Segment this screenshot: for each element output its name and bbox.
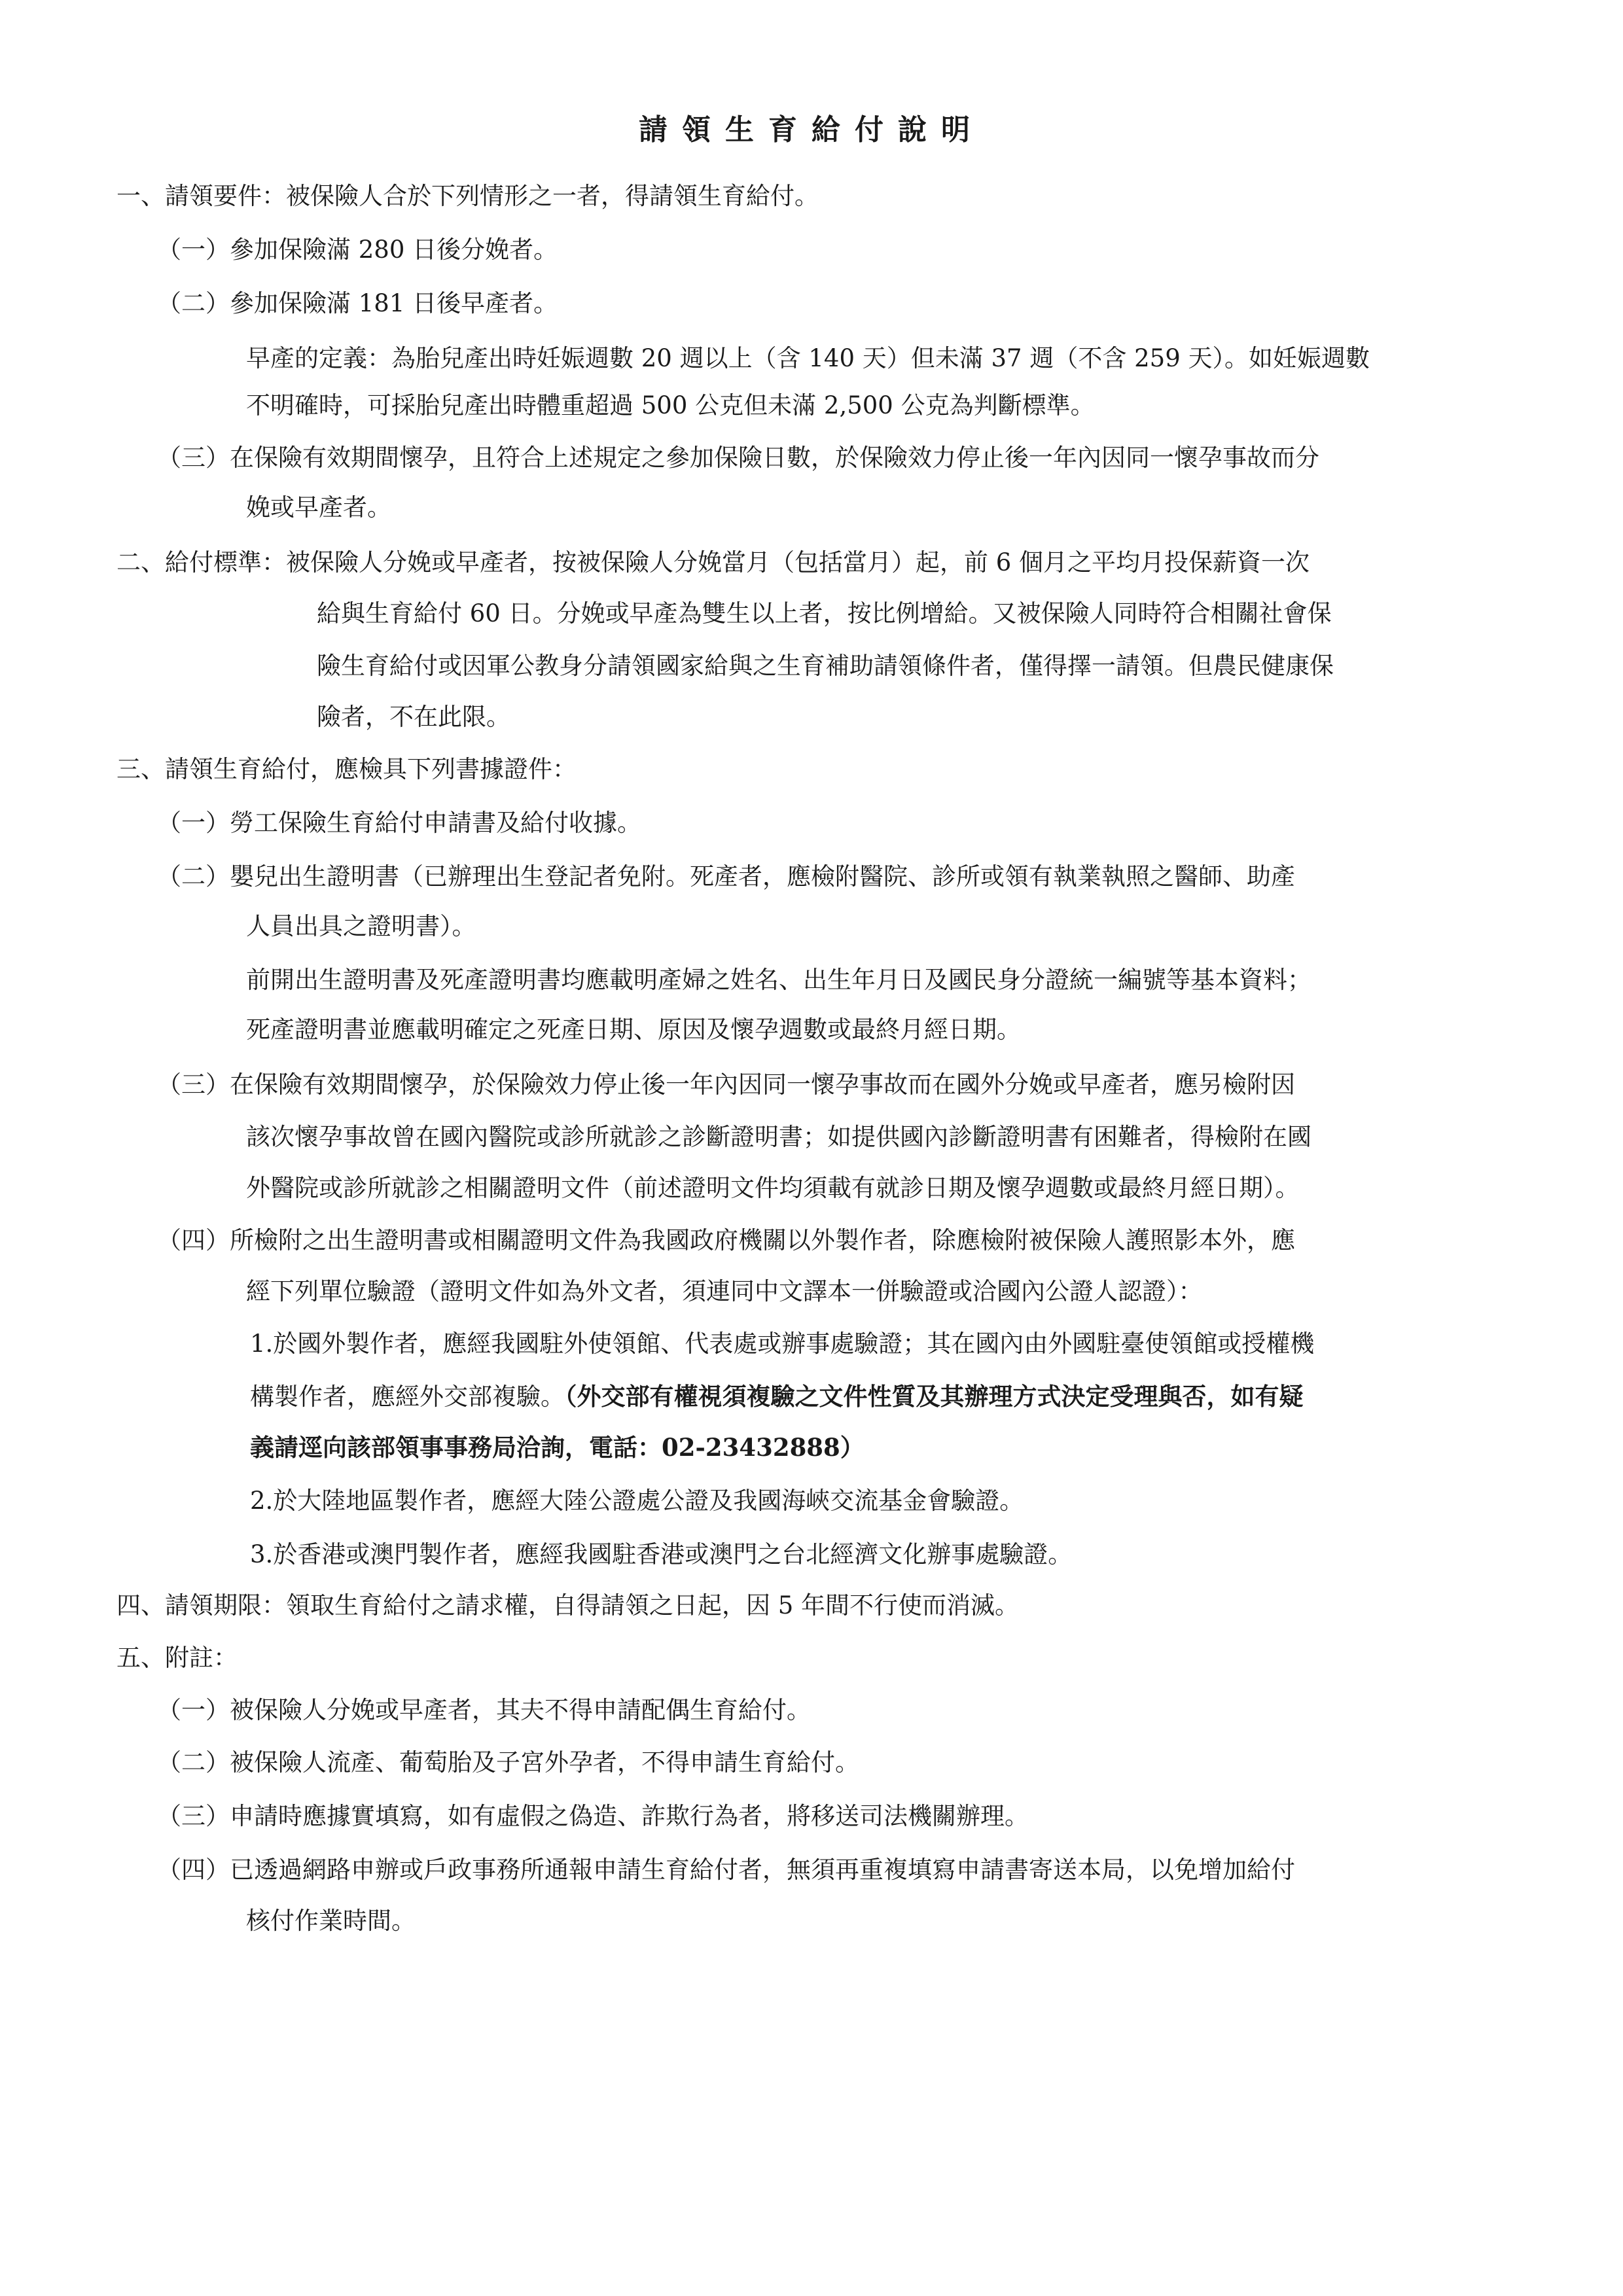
- section-5-item-1: [157, 1695, 811, 1726]
- item-label: （三）: [157, 1802, 230, 1830]
- item-label: （一）: [157, 809, 230, 837]
- section-2-line-3: 險生育給付或因軍公教身分請領國家給與之生育補助請領條件者，僅得擇一請領。但農民健康保: [317, 652, 1334, 680]
- section-3-heading: 三、請領生育給付，應檢具下列書據證件：: [116, 755, 577, 783]
- item-label: （四）: [157, 1226, 230, 1254]
- section-2-line-2: 給與生育給付 60 日。分娩或早產為雙生以上者，按比例增給。又被保險人同時符合相關社會保: [317, 599, 1332, 627]
- section-3-item-4-line-2: 經下列單位驗證（證明文件如為外文者，須連同中文譯本一併驗證或洽國內公證人認證）：: [246, 1277, 1203, 1305]
- item-label: （三）: [157, 444, 230, 472]
- verification-note-3: 3.於香港或澳門製作者，應經我國駐香港或澳門之台北經濟文化辦事處驗證。: [250, 1540, 1073, 1568]
- section-3-item-3-line-2: 該次懷孕事故曾在國內醫院或診所就診之診斷證明書；如提供國內診斷證明書有困難者，得檢附在國: [246, 1123, 1311, 1151]
- premature-definition-line-2: 不明確時，可採胎兒產出時體重超過 500 公克但未滿 2,500 公克為判斷標準。: [246, 391, 1095, 419]
- section-1-item-2: [157, 288, 558, 319]
- verification-note-1-line-2: [250, 1381, 1304, 1413]
- item-text: 在保險有效期間懷孕，且符合上述規定之參加保險日數，於保險效力停止後一年內因同一懷孕事故而分: [230, 444, 1319, 472]
- section-3-item-1: [157, 807, 641, 839]
- item-text: 參加保險滿 280 日後分娩者。: [230, 236, 558, 264]
- section-3-item-4: [157, 1225, 1295, 1256]
- item-text: 在保險有效期間懷孕，於保險效力停止後一年內因同一懷孕事故而在國外分娩或早產者，應另檢附因: [230, 1070, 1295, 1099]
- item-label: （一）: [157, 236, 230, 264]
- section-3-item-3-line-3: 外醫院或診所就診之相關證明文件（前述證明文件均須載有就診日期及懷孕週數或最終月經日期）。: [246, 1174, 1300, 1202]
- section-3-item-2-note-2: 死產證明書並應載明確定之死產日期、原因及懷孕週數或最終月經日期。: [246, 1016, 1021, 1044]
- note-text: 構製作者，應經外交部複驗。: [250, 1383, 565, 1411]
- item-text: 被保險人流產、葡萄胎及子宮外孕者，不得申請生育給付。: [230, 1748, 859, 1776]
- section-3-item-2: [157, 861, 1295, 892]
- document-title: 請領生育給付說明: [639, 113, 984, 147]
- item-label: （二）: [157, 289, 230, 317]
- section-5-heading: 五、附註：: [116, 1644, 238, 1672]
- section-4-heading: 四、請領期限：領取生育給付之請求權，自得請領之日起，因 5 年間不行使而消滅。: [116, 1591, 1020, 1619]
- section-3-item-2-continuation: 人員出具之證明書）。: [246, 912, 476, 940]
- item-label: （三）: [157, 1070, 230, 1099]
- section-2-heading: 二、給付標準：被保險人分娩或早產者，按被保險人分娩當月（包括當月）起，前 6 個月之平均月投保薪資一次: [116, 548, 1310, 576]
- item-label: （二）: [157, 1748, 230, 1776]
- verification-note-1: 1.於國外製作者，應經我國駐外使領館、代表處或辦事處驗證；其在國內由外國駐臺使領館或授權機: [250, 1330, 1315, 1358]
- item-label: （一）: [157, 1696, 230, 1724]
- verification-note-1-line-3: 義請逕向該部領事事務局洽詢，電話：02-23432888）: [250, 1433, 865, 1462]
- section-1-item-1: [157, 234, 558, 266]
- note-bold-text: （外交部有權視須複驗之文件性質及其辦理方式決定受理與否，如有疑: [565, 1382, 1304, 1411]
- item-text: 已透過網路申辦或戶政事務所通報申請生育給付者，無須再重複填寫申請書寄送本局，以免增加給付: [230, 1856, 1295, 1884]
- section-1-item-3-continuation: 娩或早產者。: [246, 493, 391, 521]
- section-5-item-4: [157, 1854, 1295, 1886]
- section-5-item-2: [157, 1747, 859, 1778]
- item-text: 嬰兒出生證明書（已辦理出生登記者免附。死產者，應檢附醫院、診所或領有執業執照之醫師、助產: [230, 862, 1295, 891]
- section-3-item-3: [157, 1069, 1295, 1101]
- section-5-item-3: [157, 1801, 1029, 1832]
- section-5-item-4-continuation: 核付作業時間。: [246, 1907, 416, 1935]
- item-text: 勞工保險生育給付申請書及給付收據。: [230, 809, 641, 837]
- section-3-item-2-note-1: 前開出生證明書及死產證明書均應載明產婦之姓名、出生年月日及國民身分證統一編號等基本資料；: [246, 966, 1311, 994]
- verification-note-2: 2.於大陸地區製作者，應經大陸公證處公證及我國海峽交流基金會驗證。: [250, 1487, 1024, 1515]
- item-text: 申請時應據實填寫，如有虛假之偽造、詐欺行為者，將移送司法機關辦理。: [230, 1802, 1029, 1830]
- section-2-line-4: 險者，不在此限。: [317, 703, 510, 731]
- item-text: 被保險人分娩或早產者，其夫不得申請配偶生育給付。: [230, 1696, 811, 1724]
- section-1-heading: 一、請領要件：被保險人合於下列情形之一者，得請領生育給付。: [116, 182, 819, 210]
- item-label: （二）: [157, 862, 230, 891]
- section-1-item-3: [157, 442, 1319, 474]
- item-label: （四）: [157, 1856, 230, 1884]
- premature-definition-line-1: 早產的定義：為胎兒產出時妊娠週數 20 週以上（含 140 天）但未滿 37 週（不含 259 天）。如妊娠週數: [246, 344, 1370, 372]
- item-text: 參加保險滿 181 日後早產者。: [230, 289, 558, 317]
- item-text: 所檢附之出生證明書或相關證明文件為我國政府機關以外製作者，除應檢附被保險人護照影本外，應: [230, 1226, 1295, 1254]
